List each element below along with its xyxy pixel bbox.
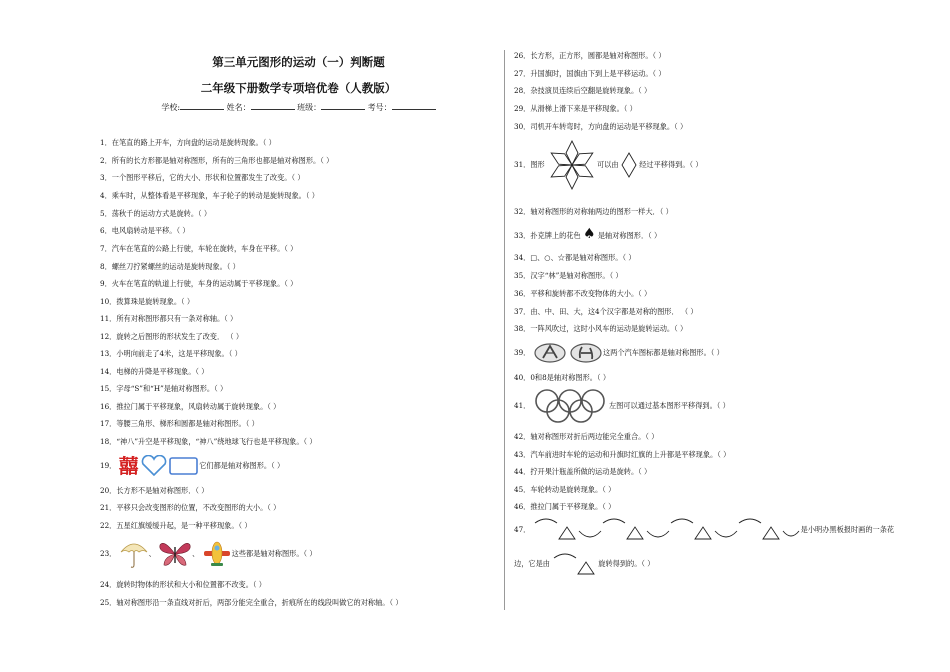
question-1: 1．在笔直的路上开车，方向盘的运动是旋转现象。（ ） [100, 138, 276, 147]
question-47-text-b: 边，它是由 [514, 559, 550, 568]
butterfly-icon [158, 539, 192, 569]
question-44: 44．拧开果汁瓶盖所做的运动是旋转。（ ） [514, 467, 652, 476]
page-subtitle: 二年级下册数学专项培优卷（人教版） [200, 81, 397, 95]
base-pattern-icon [552, 552, 598, 576]
question-4: 4．乘车时，从整体看是平移现象，车子轮子的转动是旋转现象。（ ） [100, 191, 319, 200]
question-2: 2．所有的长方形都是轴对称图形，所有的三角形也都是轴对称图形。（ ） [100, 156, 334, 165]
hyundai-logo-icon [569, 342, 603, 364]
heart-icon [141, 455, 167, 477]
question-31-text-a: 图形 [530, 160, 545, 169]
question-23-text: 这些都是轴对称图形。（ ） [231, 549, 317, 558]
question-12: 12．旋转之后图形的形状发生了改变． （ ） [100, 332, 244, 341]
question-26: 26．长方形，正方形，圆都是轴对称图形。（ ） [514, 51, 666, 60]
spade-icon: ♠ [582, 226, 596, 242]
question-47 [514, 517, 894, 543]
question-39 [514, 340, 724, 366]
question-31-text-b: 可以由 [597, 160, 619, 169]
page-title: 第三单元图形的运动（一）判断题 [212, 55, 385, 69]
question-34: 34．□、○、☆都是轴对称图形。（ ） [514, 253, 636, 262]
name-label: 姓名： [226, 103, 251, 112]
school-label: 学校: [161, 103, 181, 112]
question-33-text-a: 扑克牌上的花色 [530, 231, 581, 240]
question-28: 28．杂技演员连续后空翻是旋转现象。（ ） [514, 86, 652, 95]
airplane-icon [202, 538, 232, 570]
question-32: 32．轴对称图形的对称轴两边的图形一样大．（ ） [514, 207, 673, 216]
question-31 [514, 138, 703, 192]
rhombus-icon [621, 152, 637, 178]
question-38: 38．一阵风吹过，这时小风车的运动是旋转运动。（ ） [514, 324, 688, 333]
border-pattern-icon [533, 517, 801, 543]
question-23-number: 23． [100, 549, 117, 558]
question-42: 42．轴对称图形对折后两边能完全重合。（ ） [514, 432, 659, 441]
question-47-continued [514, 552, 654, 576]
double-happiness-icon: 囍 [118, 454, 139, 478]
question-31-text-c: 经过平移得到。（ ） [639, 160, 703, 169]
question-37: 37．由、中、田、大，这4个汉字都是对称的图形． （ ） [514, 307, 698, 316]
separator: 、 [192, 549, 200, 558]
school-blank[interactable] [180, 101, 224, 110]
question-18: 18．“神八”升空是平移现象，“神八”绕地球飞行也是平移现象。（ ） [100, 437, 317, 446]
question-47-number: 47． [514, 525, 531, 534]
class-blank[interactable] [321, 101, 365, 110]
question-29: 29．从滑梯上滑下来是平移现象。（ ） [514, 104, 637, 113]
question-21: 21．平移只会改变图形的位置，不改变图形的大小。（ ） [100, 503, 281, 512]
six-rhombus-star-icon [547, 138, 597, 192]
number-label: 考号： [367, 103, 392, 112]
number-blank[interactable] [392, 101, 436, 110]
question-11: 11．所有对称图形都只有一条对称轴。（ ） [100, 314, 238, 323]
question-33-number: 33． [514, 231, 531, 240]
class-label: 班级： [297, 103, 322, 112]
question-5: 5．荡秋千的运动方式是旋转。（ ） [100, 209, 212, 218]
question-19 [100, 455, 284, 477]
olympic-rings-icon [533, 387, 607, 425]
question-17: 17．等腰三角形、梯形和圆都是轴对称图形。（ ） [100, 419, 259, 428]
question-40: 40．0和8是轴对称图形。（ ） [514, 373, 611, 382]
question-39-number: 39． [514, 348, 531, 357]
umbrella-icon [119, 538, 149, 570]
question-39-text: 这两个汽车图标都是轴对称图形。（ ） [602, 348, 724, 357]
question-24: 24．旋转时物体的形状和大小和位置都不改变。（ ） [100, 580, 266, 589]
question-30: 30．司机开车转弯时，方向盘的运动是平移现象。（ ） [514, 122, 688, 131]
question-41-number: 41． [514, 401, 531, 410]
question-45: 45．车轮转动是旋转现象。（ ） [514, 485, 616, 494]
question-41-text: 左图可以通过基本图形平移得到。（ ） [608, 401, 730, 410]
question-9: 9．火车在笔直的轨道上行驶，车身的运动属于平移现象。（ ） [100, 279, 298, 288]
question-22: 22．五星红旗缓缓升起，是一种平移现象。（ ） [100, 521, 252, 530]
question-8: 8．螺丝刀拧紧螺丝的运动是旋转现象。（ ） [100, 262, 240, 271]
question-14: 14．电梯的升降是平移现象。（ ） [100, 367, 209, 376]
question-6: 6．电风扇转动是平移。（ ） [100, 226, 190, 235]
rectangle-icon [169, 456, 199, 476]
question-7: 7．汽车在笔直的公路上行驶，车轮在旋转，车身在平移。（ ） [100, 244, 298, 253]
question-27: 27．升国旗时，国旗由下到上是平移运动。（ ） [514, 69, 666, 78]
student-info-line [96, 101, 501, 113]
separator: 、 [148, 549, 156, 558]
question-33-text-b: 是轴对称图形．（ ） [597, 231, 662, 240]
question-46: 46．推拉门属于平移现象。（ ） [514, 502, 616, 511]
question-16: 16．推拉门属于平移现象，风扇转动属于旋转现象。（ ） [100, 402, 281, 411]
question-36: 36．平移和旋转都不改变物体的大小。（ ） [514, 289, 652, 298]
question-43: 43．汽车前进时车轮的运动和升旗时红旗的上升都是平移现象。（ ） [514, 450, 731, 459]
question-25: 25．轴对称图形沿一条直线对折后，两部分能完全重合，折痕所在的线段叫做它的对称轴。（ ） [100, 598, 403, 607]
question-10: 10．拨算珠是旋转现象。（ ） [100, 297, 195, 306]
question-47-text-c: 旋转得到的。（ ） [598, 559, 655, 568]
question-23 [100, 537, 317, 571]
question-13: 13．小明向前走了4米，这是平移现象。（ ） [100, 349, 242, 358]
question-35: 35．汉字“林”是轴对称图形。（ ） [514, 271, 623, 280]
car-logo-icon [533, 342, 567, 364]
column-divider [504, 50, 505, 610]
question-47-text-a: 是小明办黑板报时画的一条花 [800, 525, 895, 534]
question-19-number: 19． [100, 461, 117, 470]
question-19-text: 它们都是轴对称图形。（ ） [199, 461, 285, 470]
question-3: 3．一个图形平移后，它的大小、形状和位置都发生了改变。（ ） [100, 173, 305, 182]
question-41 [514, 386, 730, 426]
name-blank[interactable] [251, 101, 295, 110]
question-20: 20．长方形不是轴对称图形．（ ） [100, 486, 209, 495]
question-31-number: 31． [514, 160, 531, 169]
question-15: 15．字母“S”和“H”是轴对称图形。（ ） [100, 384, 228, 393]
question-33 [514, 226, 661, 244]
